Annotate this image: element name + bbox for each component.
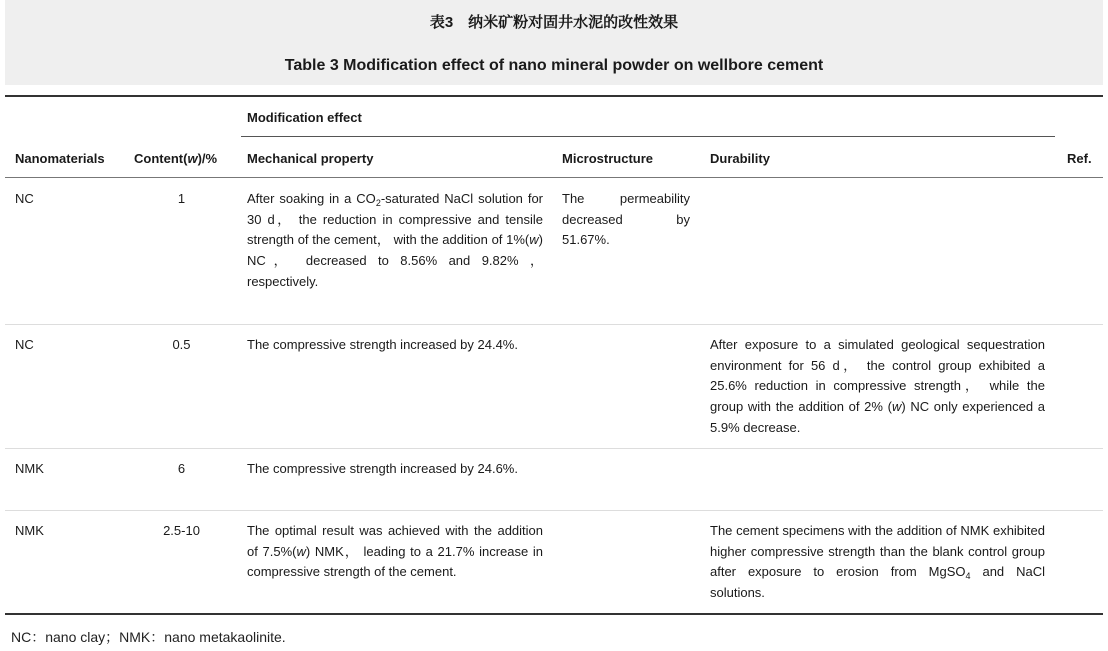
table-row-3-mechanical: The compressive strength increased by 24.6%. <box>247 461 518 476</box>
table-row-2-mechanical: The compressive strength increased by 24.4%. <box>247 337 518 352</box>
caption-english: Table 3 Modification effect of nano mineral powder on wellbore cement <box>284 57 824 74</box>
header-microstructure: Microstructure <box>562 151 654 166</box>
table-caption <box>5 0 1103 85</box>
table-row-2-durability: After exposure to a simulated geological sequestration environment for 56 d， the control group exhibited a 25.6% reduction in compressive strength， while the group with the addition of 2% (w) NC only experienced a 5.9% decrease. <box>710 337 1045 435</box>
caption-chinese: 表3 纳米矿粉对固井水泥的改性效果 <box>429 14 679 31</box>
row-divider <box>5 448 1103 449</box>
header-durability: Durability <box>710 151 770 166</box>
table-row-4-durability: The cement specimens with the addition of NMK exhibited higher compressive strength than the blank control group after exposure to erosion from MgSO$_4$ and NaCl solutions. <box>710 523 1045 601</box>
table-row-4-mechanical: The optimal result was achieved with the addition of 7.5%(w) NMK， leading to a 21.7% increase in compressive strength of the cement. <box>247 523 543 580</box>
bottom-rule <box>5 613 1103 615</box>
table-row-3-material: NMK <box>15 461 44 476</box>
header-nanomaterials: Nanomaterials <box>15 151 105 166</box>
header-ref: Ref. <box>1067 151 1092 166</box>
table-row-2-material: NC <box>15 337 34 352</box>
group-underline <box>241 136 1055 137</box>
top-rule <box>5 95 1103 97</box>
header-modification-effect: Modification effect <box>247 110 362 125</box>
table-row-2-content: 0.5 <box>172 337 191 352</box>
table-row-1-material: NC <box>15 191 34 206</box>
header-content: Content(w)/% <box>134 151 218 166</box>
row-divider <box>5 324 1103 325</box>
header-mechanical-property: Mechanical property <box>247 151 374 166</box>
table-row-1-microstructure: The permeability decreased by 51.67%. <box>562 191 690 248</box>
table-row-4-content: 2.5-10 <box>163 523 200 538</box>
table-row-1-content: 1 <box>177 191 186 206</box>
table-row-4-material: NMK <box>15 523 44 538</box>
header-bottom-rule <box>5 177 1103 178</box>
table-row-3-content: 6 <box>177 461 186 476</box>
table-footnote: NC：nano clay；NMK：nano metakaolinite. <box>11 629 286 645</box>
table-row-1-mechanical: After soaking in a $CO_2$-saturated NaCl solution for 30 d， the reduction in compressive and tensile strength of the cement， with the addition of 1%(w) NC， decreased to 8.56% and 9.82% ， respectively. <box>247 191 543 289</box>
row-divider <box>5 510 1103 511</box>
